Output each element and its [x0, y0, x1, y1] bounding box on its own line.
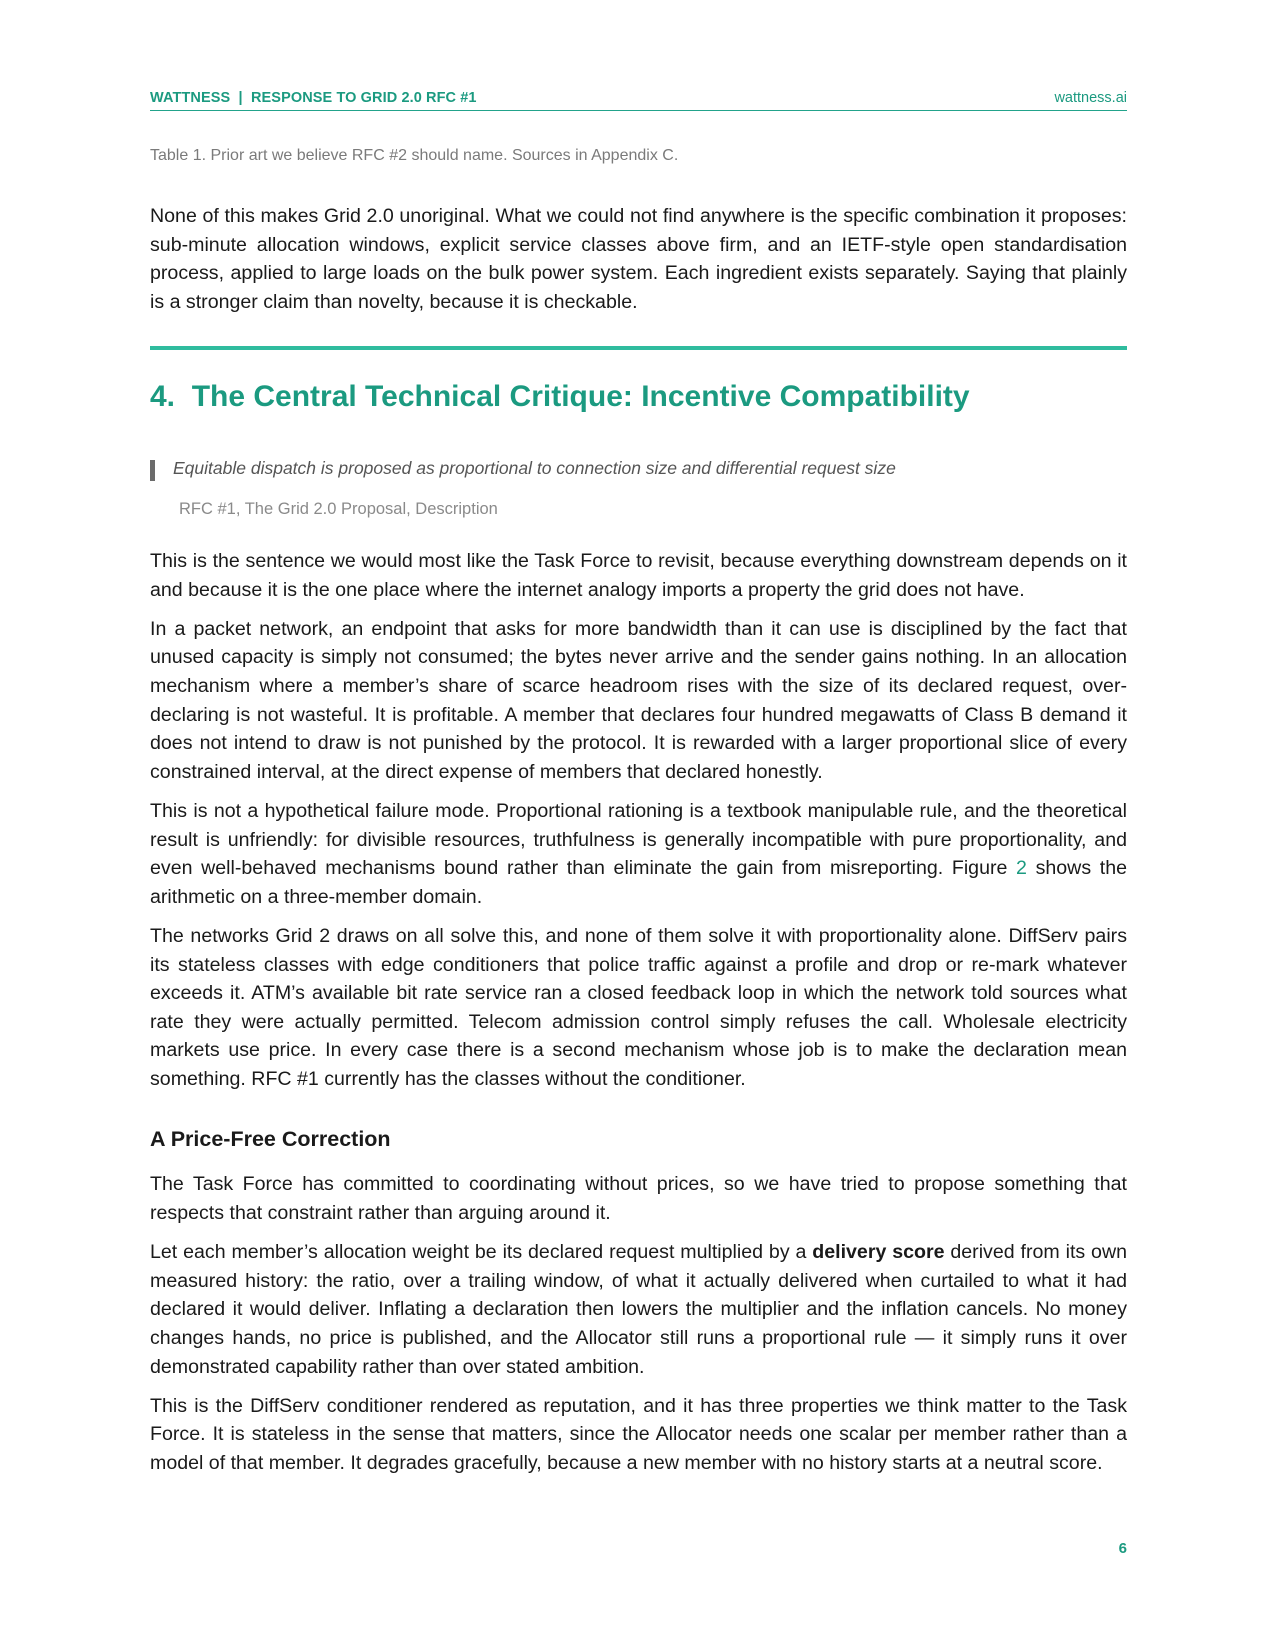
epigraph-quote: Equitable dispatch is proposed as proportional to connection size and differential request size	[173, 458, 896, 478]
epigraph-source: RFC #1, The Grid 2.0 Proposal, Description	[179, 500, 498, 518]
running-header	[150, 90, 1127, 111]
intro-paragraph: None of this makes Grid 2.0 unoriginal. What we could not find anywhere is the specific combination it proposes: sub-minute allocation windows, explicit service classes above firm, and an IETF-style open standardisation process, applied to large loads on the bulk power system. Each ingredient exists separately. Saying that plainly is a stronger claim than novelty, because it is checkable.	[150, 205, 1127, 313]
section-title: 4. The Central Technical Critique: Incentive Compatibility	[150, 380, 970, 413]
section-paragraph: This is not a hypothetical failure mode. Proportional rationing is a textbook manipulable rule, and the theoretical result is unfriendly: for divisible resources, truthfulness is generally incompatible with pure proportionality, and even well-behaved mechanisms bound rather than eliminate the gain from misreporting. Figure 2 shows the arithmetic on a three-member domain.	[150, 799, 1127, 908]
delivery-score-term: delivery score	[812, 1241, 945, 1264]
section-paragraph: In a packet network, an endpoint that asks for more bandwidth than it can use is disciplined by the fact that unused capacity is simply not consumed; the bytes never arrive and the sender gains nothing. In an allocation mechanism where a member’s share of scarce headroom rises with the size of its declared request, over-declaring is not wasteful. It is profitable. A member that declares four hundred megawatts of Class B demand it does not intend to draw is not punished by the protocol. It is rewarded with a larger proportional slice of every constrained interval, at the direct expense of members that declared honestly.	[150, 617, 1127, 783]
table-caption: Table 1. Prior art we believe RFC #2 should name. Sources in Appendix C.	[150, 147, 679, 164]
section-paragraph: The networks Grid 2 draws on all solve this, and none of them solve it with proportionality alone. DiffServ pairs its stateless classes with edge conditioners that police traffic against a profile and drop or re-mark whatever exceeds it. ATM’s available bit rate service ran a closed feedback loop in which the network told sources what rate they were actually permitted. Telecom admission control simply refuses the call. Wholesale electricity markets use price. In every case there is a second mechanism whose job is to make the declaration mean something. RFC #1 currently has the classes without the conditioner.	[150, 924, 1127, 1090]
section-divider	[150, 346, 1127, 350]
section-paragraph: This is the sentence we would most like the Task Force to revisit, because everything downstream depends on it and because it is the one place where the internet analogy imports a property the grid does not have.	[150, 550, 1127, 601]
subsection-paragraph: This is the DiffServ conditioner rendered as reputation, and it has three properties we think matter to the Task Force. It is stateless in the sense that matters, since the Allocator needs one scalar per member rather than a model of that member. It degrades gracefully, because a new member with no history starts at a neutral score.	[150, 1394, 1127, 1474]
quote-bar	[150, 460, 155, 481]
page-number: 6	[1118, 1540, 1127, 1557]
subsection-paragraph: Let each member’s allocation weight be its declared request multiplied by a delivery score derived from its own measured history: the ratio, over a trailing window, of what it actually delivered when curtailed to what it had declared it would deliver. Inflating a declaration then lowers the multiplier and the inflation cancels. No money changes hands, no price is published, and the Allocator still runs a proportional rule — it simply runs it over demonstrated capability rather than over stated ambition.	[150, 1241, 1127, 1378]
header-title: WATTNESS | RESPONSE TO GRID 2.0 RFC #1	[150, 90, 477, 106]
section-body	[150, 547, 1127, 1488]
subsection-paragraph: The Task Force has committed to coordinating without prices, so we have tried to propose something that respects that constraint rather than arguing around it.	[150, 1173, 1127, 1225]
figure-reference-link[interactable]: 2	[1016, 857, 1027, 880]
header-website: wattness.ai	[1054, 90, 1127, 106]
subsection-title: A Price-Free Correction	[150, 1127, 391, 1152]
